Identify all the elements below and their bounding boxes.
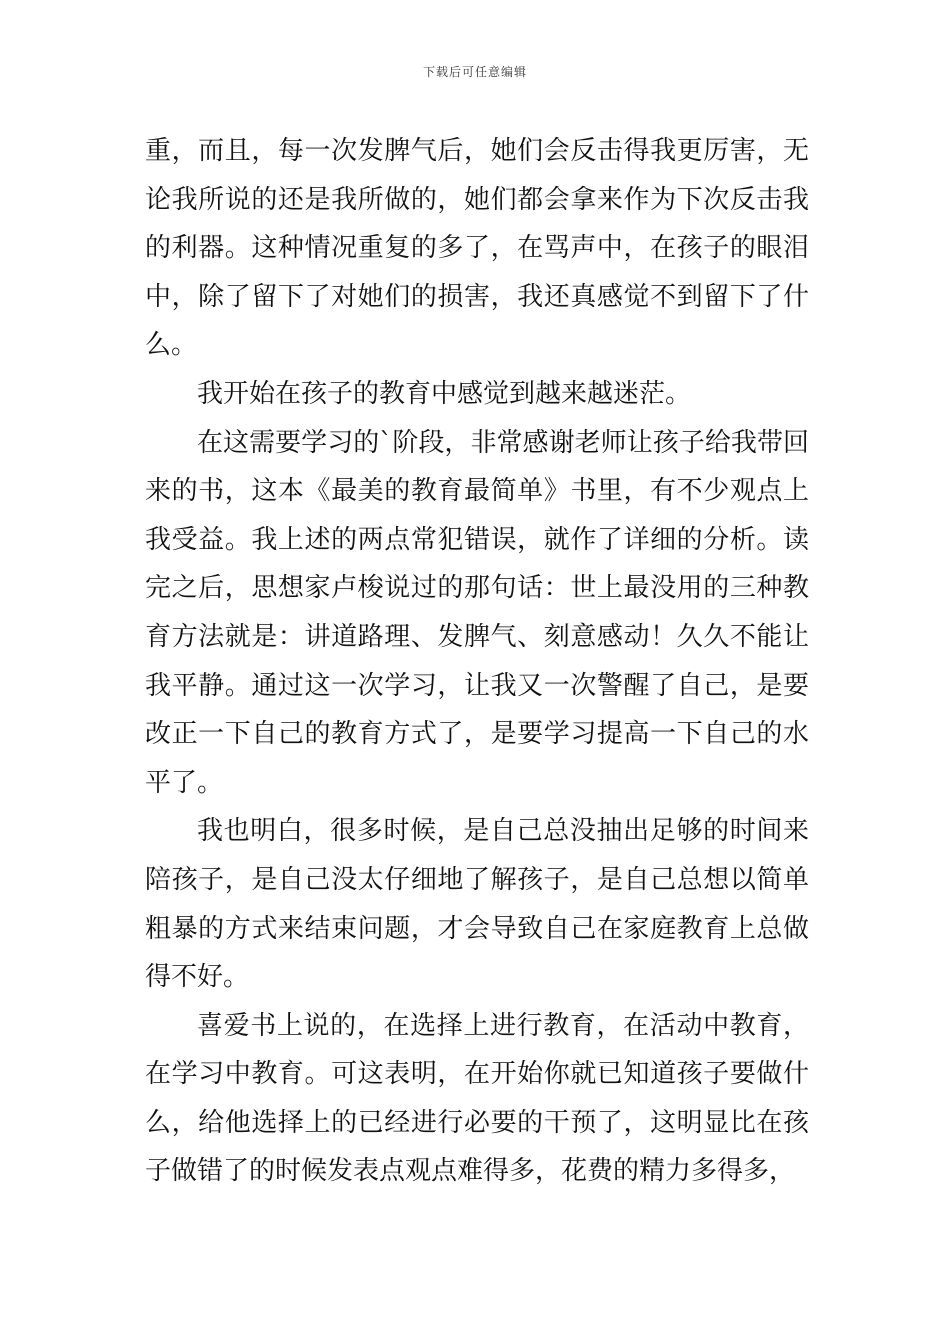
paragraph: 我也明白，很多时候，是自己总没抽出足够的时间来陪孩子，是自己没太仔细地了解孩子，是自己总想以简单粗暴的方式来结束问题，才会导致自己在家庭教育上总做得不好。	[145, 816, 809, 993]
paragraph: 喜爱书上说的，在选择上进行教育，在活动中教育，在学习中教育。可这表明，在开始你就已知道孩子要做什么，给他选择上的已经进行必要的干预了，这明显比在孩子做错了的时候发表点观点难得多，花费的精力多得多，	[145, 1010, 809, 1187]
page-header: 下载后可任意编辑	[422, 65, 527, 79]
paragraph: 在这需要学习的`阶段，非常感谢老师让孩子给我带回来的书，这本《最美的教育最简单》书里，有不少观点上我受益。我上述的两点常犯错误，就作了详细的分析。读完之后，思想家卢梭说过的那句话：世上最没用的三种教育方法就是：讲道路理、发脾气、刻意感动！久久不能让我平静。通过这一次学习，让我又一次警醒了自己，是要改正一下自己的教育方式了，是要学习提高一下自己的水平了。	[145, 427, 809, 798]
paragraph-continued: 重，而且，每一次发脾气后，她们会反击得我更厉害，无论我所说的还是我所做的，她们都会拿来作为下次反击我的利器。这种情况重复的多了，在骂声中，在孩子的眼泪中，除了留下了对她们的损害，我还真感觉不到留下了什么。	[145, 136, 809, 361]
document-body	[145, 127, 809, 1196]
paragraph: 我开始在孩子的教育中感觉到越来越迷茫。	[197, 378, 692, 409]
